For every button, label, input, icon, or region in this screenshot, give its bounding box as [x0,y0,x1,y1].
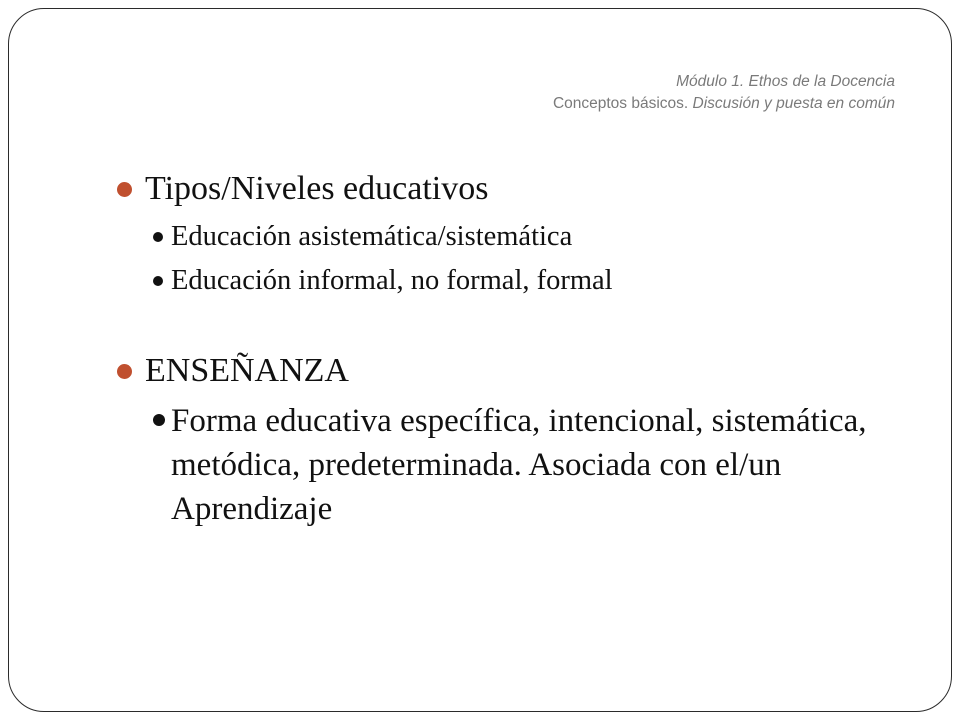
bullet-icon [153,276,163,286]
header-subtitle-plain: Conceptos básicos. [552,95,693,112]
bullet-icon [153,414,165,426]
accent-bullet-icon [117,364,132,379]
list-item-text: Forma educativa específica, intencional, sistemática, metódica, predeterminada. Asociada con el/un Aprendizaje [171,403,867,527]
list-item [109,217,909,257]
list-item [109,399,909,531]
section-title-tipos [109,165,909,213]
slide-header [553,71,895,115]
bullet-icon [153,232,163,242]
section-title-text: Tipos/Niveles educativos [145,170,489,207]
accent-bullet-icon [117,182,132,197]
header-subtitle [553,93,895,115]
list-item-text: Educación asistemática/sistemática [171,221,573,252]
slide-frame [8,8,952,712]
section-title-ensenanza [109,347,909,395]
list-item-text: Educación informal, no formal, formal [171,265,613,296]
slide-content [109,165,909,531]
header-module-title: Módulo 1. Ethos de la Docencia [676,73,895,90]
section-title-text: ENSEÑANZA [145,352,349,389]
header-subtitle-italic: Discusión y puesta en común [692,95,895,112]
list-item [109,261,909,301]
